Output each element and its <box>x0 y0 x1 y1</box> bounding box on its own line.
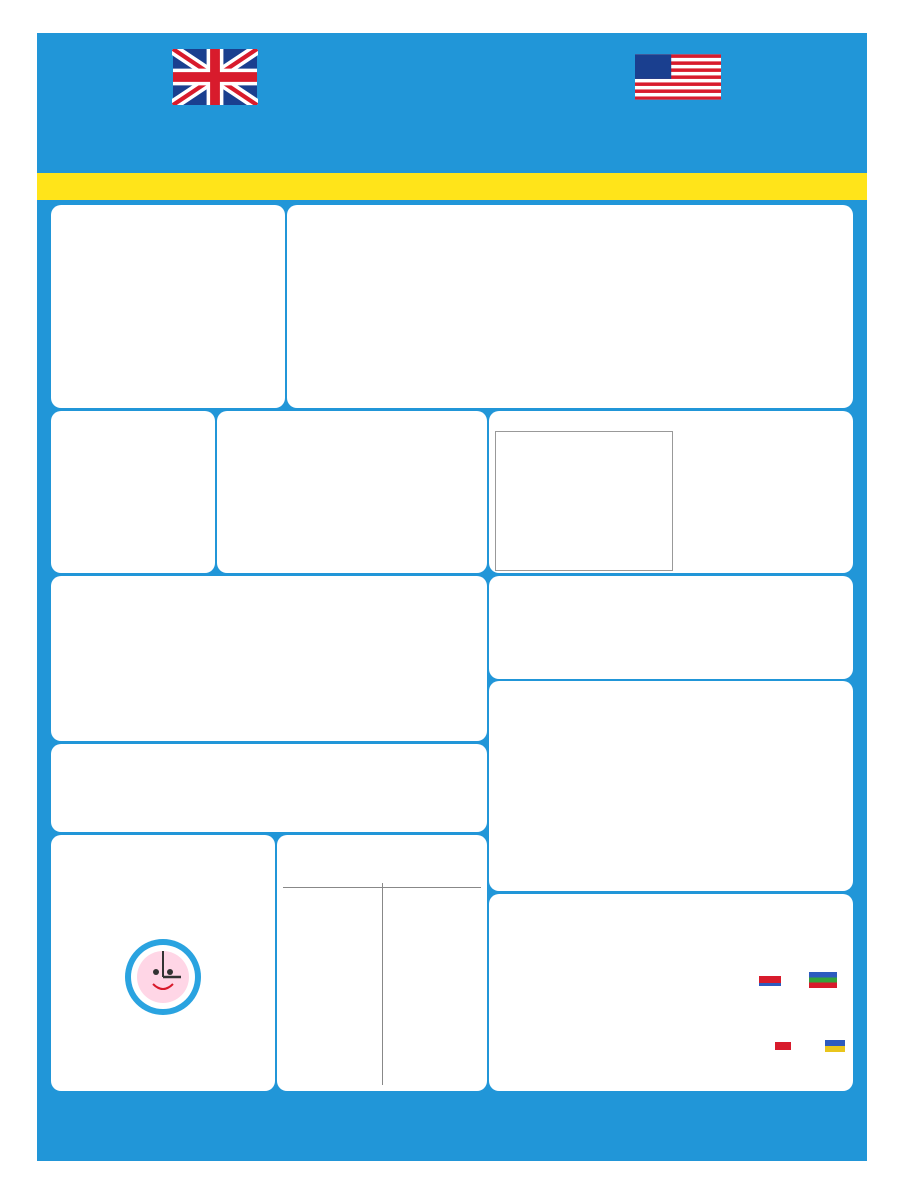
plural-panel <box>489 681 853 891</box>
prepositions-panel <box>51 576 487 741</box>
book-far-icon <box>775 1042 791 1050</box>
colors-panel <box>51 411 215 573</box>
opposite-panel <box>51 744 487 832</box>
pronoun-panel <box>489 894 853 1091</box>
numerals-panel <box>489 411 853 573</box>
books-icon <box>809 972 837 988</box>
reading-rules-panel <box>287 205 853 408</box>
book-icon <box>759 976 781 986</box>
level-banner <box>37 173 867 200</box>
ordinal-panel <box>489 576 853 679</box>
days-panel <box>217 411 487 573</box>
there-is-panel <box>277 835 487 1091</box>
poster <box>37 33 867 1161</box>
books-far-icon <box>825 1040 845 1052</box>
uk-flag-icon <box>172 49 258 105</box>
alphabet-panel <box>51 205 285 408</box>
time-panel <box>51 835 275 1091</box>
clock-face-icon <box>123 937 203 1017</box>
us-flag-icon <box>635 49 721 105</box>
